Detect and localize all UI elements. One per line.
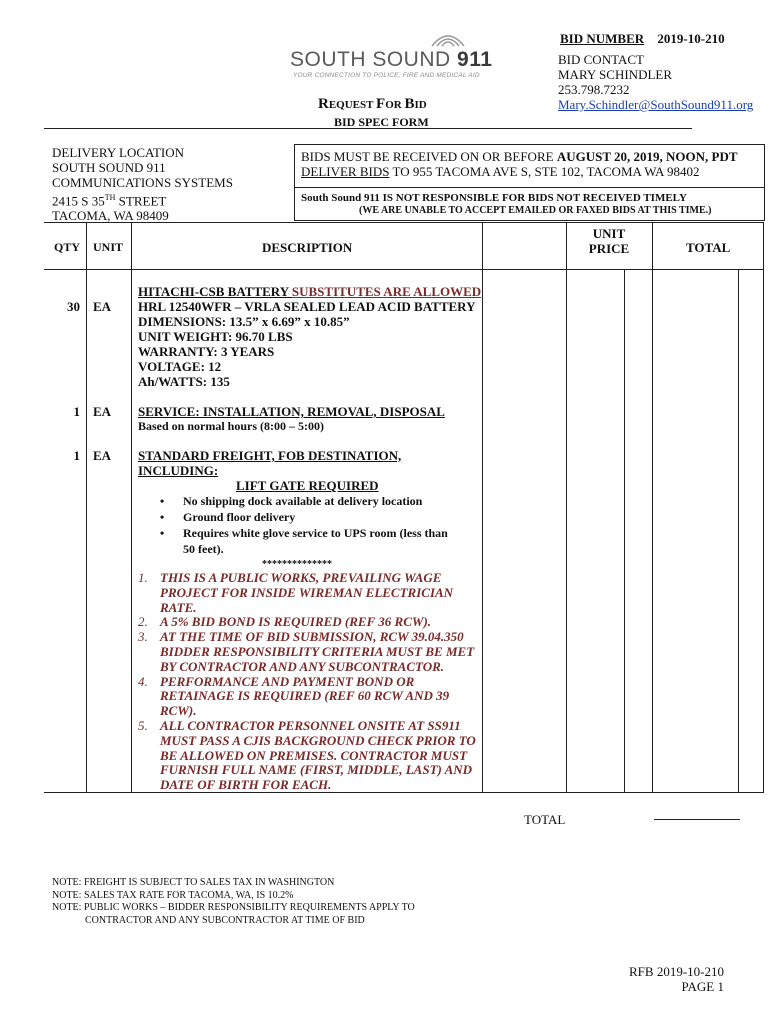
list-item: 4. PERFORMANCE AND PAYMENT BOND OR RETAINAGE IS REQUIRED (REF 60 RCW AND 39 RCW). [138,673,450,719]
footer [600,964,724,994]
item-1-description: HITACHI-CSB BATTERY SUBSTITUTES ARE ALLOWED HRL 12540WFR – VRLA SEALED LEAD ACID BATTERY DIMENSIONS: 13.5” x 6.69” x 10.85” UNIT WEIGHT: 96.70 LBS WARRANTY: 3 YEARS VOLTAGE: 12 Ah/WATTS: 135 [138,284,482,389]
notes: NOTE: FREIGHT IS SUBJECT TO SALES TAX IN WASHINGTON NOTE: SALES TAX RATE FOR TACOMA, WA, IS 10.2% NOTE: PUBLIC WORKS – BIDDER RESPONSIBILITY REQUIREMENTS APPLY TO CONTRACTOR AND ANY SUBCONTRACTOR AT TIME OF BID [52,877,415,926]
item-2-qty: 1 [73,404,80,419]
col-header-unit: UNIT [93,240,124,254]
list-item: 1. THIS IS A PUBLIC WORKS, PREVAILING WAGE PROJECT FOR INSIDE WIREMAN ELECTRICIAN RATE. [138,570,454,615]
bid-contact [558,52,753,112]
logo-tagline: YOUR CONNECTION TO POLICE, FIRE AND MEDICAL AID [293,72,480,79]
list-item: 3. AT THE TIME OF BID SUBMISSION, RCW 39.04.350 BIDDER RESPONSIBILITY CRITERIA MUST BE MET BY CONTRACTOR AND ANY SUBCONTRACTOR. [138,629,475,674]
signal-arcs-icon [428,28,468,48]
item-3-unit: EA [93,448,112,463]
list-item: 2. A 5% BID BOND IS REQUIRED (REF 36 RCW). [138,614,432,630]
list-item: 5. ALL CONTRACTOR PERSONNEL ONSITE AT SS911 MUST PASS A CJIS BACKGROUND CHECK PRIOR TO BE ALLOWED ON PREMISES. CONTRACTOR MUST FURNISH FULL NAME (FIRST, MIDDLE, LAST) AND DATE OF BIRTH FOR EACH. [138,717,476,793]
page-title: REQUEST FOR BID [318,96,427,112]
logo-number: 911 [457,48,493,71]
item-1-unit: EA [93,299,112,314]
rfb-number: RFB 2019-10-210 [629,964,724,979]
freight-requirements-list [138,493,478,557]
list-item: • No shipping dock available at delivery location [138,493,478,509]
logo [290,28,493,83]
bid-number-value: 2019-10-210 [657,31,725,46]
bid-number [560,31,725,47]
item-2-unit: EA [93,404,112,419]
bid-number-label: BID NUMBER [560,31,645,46]
bid-conditions [138,571,476,793]
page-subtitle: BID SPEC FORM [334,115,429,129]
col-header-description: DESCRIPTION [262,240,353,255]
header-rule [44,128,692,129]
col-header-unit-price: UNIT PRICE [588,226,630,256]
contact-email-link[interactable]: Mary.Schindler@SouthSound911.org [558,97,754,112]
item-3-description: STANDARD FREIGHT, FOB DESTINATION, INCLUDING: LIFT GATE REQUIRED • No shipping dock available at delivery location • Ground floor delivery • Requires white glove service to UPS room (less than 50 feet). ************** [138,448,478,572]
contact-label: BID CONTACT [558,52,644,67]
contact-name: MARY SCHINDLER [558,67,673,82]
delivery-location: DELIVERY LOCATION SOUTH SOUND 911 COMMUNICATIONS SYSTEMS 2415 S 35TH STREET TACOMA, WA 98409 [52,145,233,224]
page-number: PAGE 1 [681,979,724,994]
delivery-label: DELIVERY LOCATION [52,145,185,160]
item-3-qty: 1 [73,448,80,463]
col-header-total: TOTAL [686,240,731,255]
list-item: • Ground floor delivery [138,509,478,525]
list-item: • Requires white glove service to UPS room (less than 50 feet). [138,525,478,557]
grand-total-label: TOTAL [524,812,566,827]
col-header-qty: QTY [54,240,81,254]
logo-word: SOUTH SOUND [290,48,451,71]
contact-phone: 253.798.7232 [558,82,630,97]
item-2-description: SERVICE: INSTALLATION, REMOVAL, DISPOSAL Based on normal hours (8:00 – 5:00) [138,404,445,433]
grand-total-line [654,819,740,820]
item-1-qty: 30 [67,299,80,314]
bid-deadline-box: BIDS MUST BE RECEIVED ON OR BEFORE AUGUST 20, 2019, NOON, PDT DELIVER BIDS TO 955 TACOMA AVE S, STE 102, TACOMA WA 98402 South Sound 911 IS NOT RESPONSIBLE FOR BIDS NOT RECEIVED TIMELY (WE ARE UNABLE TO ACCEPT EMAILED OR FAXED BIDS AT THIS TIME.) [294,144,765,221]
